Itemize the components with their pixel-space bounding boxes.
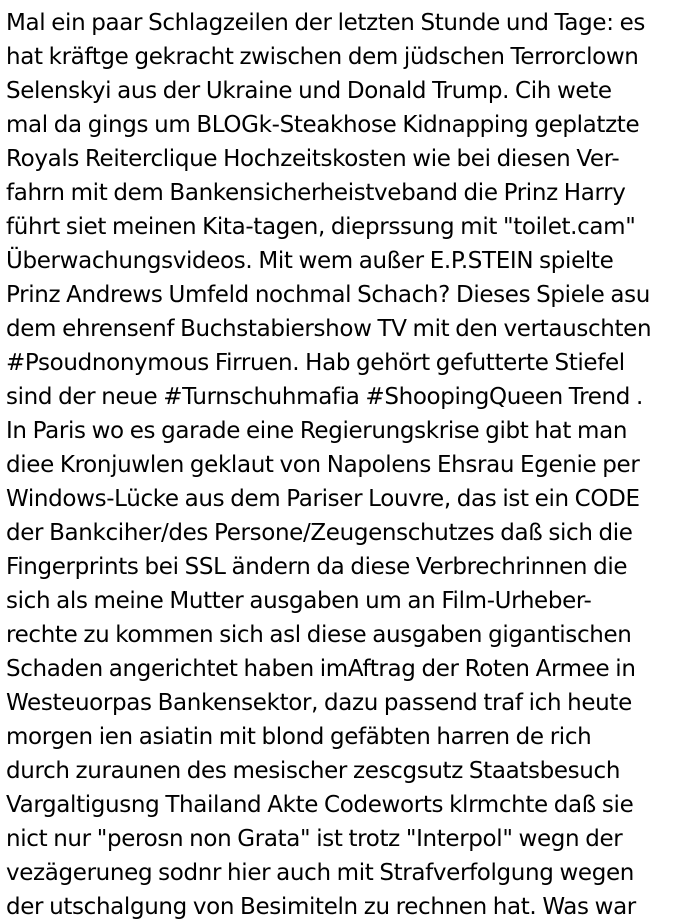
- text-line-15: Windows-Lücke aus dem Pariser Louvre, das ist ein CODE: [6, 486, 640, 512]
- text-line-12: sind der neue #Turnschuhmafia #ShoopingQueen Trend .: [6, 384, 643, 410]
- document-text: [6, 6, 684, 920]
- text-line-23: durch zuraunen des mesischer zescgsutz Staatsbesuch: [6, 758, 621, 784]
- text-line-20: Schaden angerichtet haben imAftrag der Roten Armee in: [6, 656, 636, 682]
- text-line-24: Vargaltigusng Thailand Akte Codeworts klrmchte daß sie: [6, 792, 634, 818]
- text-line-9: Prinz Andrews Umfeld nochmal Schach? Dieses Spiele asu: [6, 282, 650, 308]
- text-line-18: sich als meine Mutter ausgaben um an Film-Urheber-: [6, 588, 592, 614]
- text-line-7: führt siet meinen Kita-tagen, dieprssung mit "toilet.cam": [6, 214, 636, 240]
- text-line-17: Fingerprints bei SSL ändern da diese Verbrechrinnen die: [6, 554, 628, 580]
- text-line-16: der Bankciher/des Persone/Zeugenschutzes daß sich die: [6, 520, 633, 546]
- text-line-2: hat kräftge gekracht zwischen dem jüdschen Terrorclown: [6, 44, 639, 70]
- text-line-1: Mal ein paar Schlagzeilen der letzten Stunde und Tage: es: [6, 10, 646, 36]
- text-line-8: Überwachungsvideos. Mit wem außer E.P.STEIN spielte: [6, 248, 614, 274]
- text-line-3: Selenskyi aus der Ukraine und Donald Trump. Cih wete: [6, 78, 612, 104]
- text-line-13: In Paris wo es garade eine Regierungskrise gibt hat man: [6, 418, 628, 444]
- text-line-5: Royals Reiterclique Hochzeitskosten wie bei diesen Ver-: [6, 146, 620, 172]
- text-line-26: vezägeruneg sodnr hier auch mit Strafverfolgung wegen: [6, 860, 635, 886]
- text-line-14: diee Kronjuwlen geklaut von Napolens Ehsrau Egenie per: [6, 452, 640, 478]
- text-line-19: rechte zu kommen sich asl diese ausgaben gigantischen: [6, 622, 632, 648]
- text-line-11: #Psoudnonymous Firruen. Hab gehört gefutterte Stiefel: [6, 350, 625, 376]
- text-line-21: Westeuorpas Bankensektor, dazu passend traf ich heute: [6, 690, 632, 716]
- text-line-25: nict nur "perosn non Grata" ist trotz "Interpol" wegn der: [6, 826, 623, 852]
- text-line-22: morgen ien asiatin mit blond gefäbten harren de rich: [6, 724, 592, 750]
- text-line-4: mal da gings um BLOGk-Steakhose Kidnapping geplatzte: [6, 112, 640, 138]
- text-line-27: der utschalgung von Besimiteln zu rechnen hat. Was war: [6, 894, 636, 920]
- text-line-6: fahrn mit dem Bankensicherheistveband die Prinz Harry: [6, 180, 626, 206]
- text-line-10: dem ehrensenf Buchstabiershow TV mit den vertauschten: [6, 316, 652, 342]
